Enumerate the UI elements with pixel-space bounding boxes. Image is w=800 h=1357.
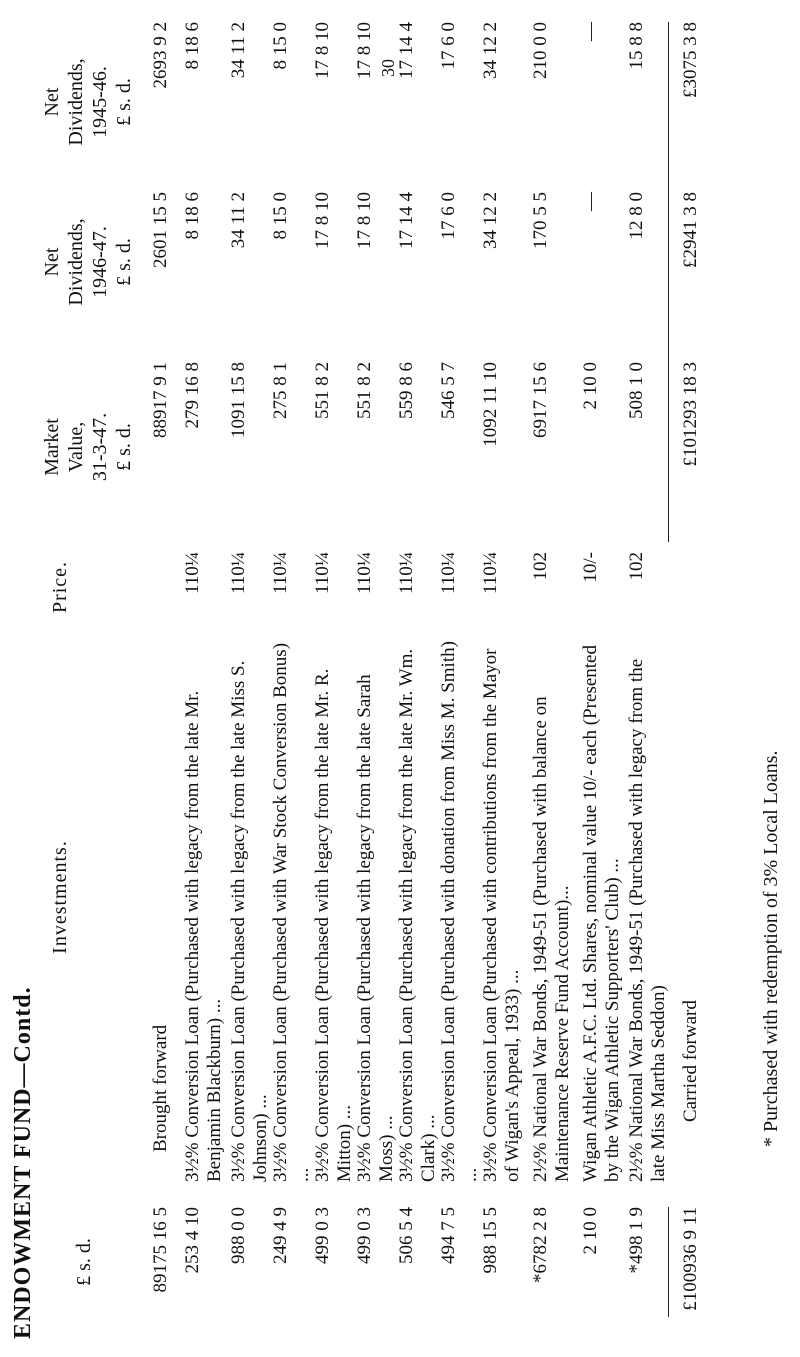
row-price: 102: [626, 552, 647, 581]
row-div2: —: [580, 22, 601, 41]
header-mv-units: £ s. d.: [113, 423, 135, 471]
bf-div2: 2693 9 2: [150, 22, 171, 89]
row-price: 110¼: [228, 552, 249, 595]
bf-label: Brought forward: [150, 1024, 171, 1152]
row-description: 3½% Conversion Loan (Purchased with legacy from the late Mr. Wm. Clark) ...: [396, 648, 439, 1182]
footnote: * Purchased with redemption of 3% Local Loans.: [760, 750, 782, 1147]
cf-label: Carried forward: [680, 1000, 701, 1122]
row-amount: *498 1 9: [626, 1207, 647, 1274]
row-market-value: 551 8 2: [312, 362, 333, 419]
row-div1: 8 18 6: [182, 192, 203, 240]
page-number: 30: [378, 59, 398, 77]
header-price: [48, 552, 72, 622]
row-div1: 17 8 10: [354, 192, 375, 249]
row-amount: 253 4 10: [182, 1207, 203, 1274]
header-div2-line1: Net: [41, 87, 63, 117]
row-market-value: 275 8 1: [270, 362, 291, 419]
row-description: 2½% National War Bonds, 1949-51 (Purchased with legacy from the late Miss Martha Seddon): [626, 658, 669, 1182]
row-price: 110¼: [182, 552, 203, 595]
row-div2: 17 14 4: [396, 22, 417, 79]
row-market-value: 6917 15 6: [530, 362, 551, 438]
row-price: 110¼: [480, 552, 501, 595]
page-title: ENDOWMENT FUND—Contd.: [10, 986, 36, 1339]
row-div2: 8 15 0: [270, 22, 291, 70]
row-description: 3½% Conversion Loan (Purchased with contributions from the Mayor of Wigan's Appeal, 1933) ...: [480, 648, 523, 1182]
row-amount: 988 0 0: [228, 1207, 249, 1264]
row-div1: 17 8 10: [312, 192, 333, 249]
header-div2-line3: 1945-46.: [89, 66, 111, 138]
row-div2: 17 6 0: [438, 22, 459, 70]
row-amount: 499 0 3: [312, 1207, 333, 1264]
row-price: 110¼: [396, 552, 417, 595]
header-mv-line3: 31-3-47.: [89, 412, 111, 482]
row-description: 3½% Conversion Loan (Purchased with legacy from the late Mr. Benjamin Blackburn) ...: [182, 690, 225, 1182]
row-description: 3½% Conversion Loan (Purchased with donation from Miss M. Smith) ...: [438, 641, 481, 1182]
row-market-value: 559 8 6: [396, 362, 417, 419]
row-div2: 34 12 2: [480, 22, 501, 79]
header-div1-units: £ s. d.: [113, 238, 135, 286]
row-amount: *6782 2 8: [530, 1207, 551, 1283]
cf-div1: £2941 3 8: [680, 192, 701, 268]
header-div1-line1: Net: [41, 247, 63, 277]
row-amount: 2 10 0: [580, 1207, 601, 1255]
row-price: 10/-: [580, 552, 601, 583]
row-div2: 8 18 6: [182, 22, 203, 70]
row-amount: 499 0 3: [354, 1207, 375, 1264]
header-market-value: [40, 377, 136, 517]
row-market-value: 1092 11 10: [480, 362, 501, 447]
row-market-value: 546 5 7: [438, 362, 459, 419]
header-div2-units: £ s. d.: [113, 78, 135, 126]
header-price-label: Price.: [49, 560, 71, 614]
row-market-value: 1091 15 8: [228, 362, 249, 438]
cf-div2: £3075 3 8: [680, 22, 701, 98]
row-div1: 170 5 5: [530, 192, 551, 249]
row-description: 3½% Conversion Loan (Purchased with legacy from the late Miss S. Johnson) ...: [228, 660, 271, 1182]
row-div1: —: [580, 192, 601, 211]
row-div1: 34 12 2: [480, 192, 501, 249]
row-description: 3½% Conversion Loan (Purchased with legacy from the late Sarah Moss) ...: [354, 674, 397, 1182]
row-amount: 506 5 4: [396, 1207, 417, 1264]
row-div2: 17 8 10: [354, 22, 375, 79]
header-mv-line2: Value,: [65, 421, 87, 473]
bf-amount: 89175 16 5: [150, 1207, 171, 1293]
header-div1-line2: Dividends,: [65, 218, 87, 306]
cf-market-value: £101293 18 3: [680, 362, 701, 467]
row-div1: 17 14 4: [396, 192, 417, 249]
row-price: 102: [530, 552, 551, 581]
row-market-value: 508 1 0: [626, 362, 647, 419]
row-description: 2½% National War Bonds, 1949-51 (Purchased with balance on Maintenance Reserve Fund Account)...: [530, 696, 573, 1182]
row-amount: 494 7 5: [438, 1207, 459, 1264]
amount-total-rule: [668, 1207, 669, 1317]
header-investments-label: Investments.: [49, 840, 71, 954]
header-div1-line3: 1946-47.: [89, 226, 111, 298]
header-dividends-1946-47: [40, 187, 136, 337]
row-div2: 34 11 2: [228, 22, 249, 79]
row-div2: 15 8 8: [626, 22, 647, 70]
header-investments: [48, 767, 72, 1027]
header-amount-units: [72, 1207, 96, 1317]
row-div1: 12 8 0: [626, 192, 647, 240]
row-div2: 210 0 0: [530, 22, 551, 79]
row-div2: 17 8 10: [312, 22, 333, 79]
row-market-value: 279 16 8: [182, 362, 203, 429]
header-mv-line1: Market: [41, 418, 63, 476]
row-div1: 17 6 0: [438, 192, 459, 240]
row-price: 110¼: [354, 552, 375, 595]
cf-amount: £100936 9 11: [680, 1207, 701, 1311]
row-description: 3½% Conversion Loan (Purchased with legacy from the late Mr. R. Mitton) ...: [312, 668, 355, 1182]
row-amount: 988 15 5: [480, 1207, 501, 1274]
row-price: 110¼: [438, 552, 459, 595]
row-price: 110¼: [312, 552, 333, 595]
bf-div1: 2601 15 5: [150, 192, 171, 268]
bf-market-value: 88917 9 1: [150, 362, 171, 438]
row-amount: 249 4 9: [270, 1207, 291, 1264]
row-div1: 8 15 0: [270, 192, 291, 240]
values-total-rule: [668, 22, 669, 542]
row-description: Wigan Athletic A.F.C. Ltd. Shares, nominal value 10/- each (Presented by the Wigan Athletic Supporters' Club) ...: [580, 645, 623, 1182]
row-market-value: 2 10 0: [580, 362, 601, 410]
header-amt-units: £ s. d.: [73, 1238, 95, 1286]
row-description: 3½% Conversion Loan (Purchased with War Stock Conversion Bonus) ...: [270, 642, 313, 1182]
row-price: 110¼: [270, 552, 291, 595]
row-div1: 34 11 2: [228, 192, 249, 249]
header-div2-line2: Dividends,: [65, 58, 87, 146]
row-market-value: 551 8 2: [354, 362, 375, 419]
header-dividends-1945-46: [40, 27, 136, 177]
